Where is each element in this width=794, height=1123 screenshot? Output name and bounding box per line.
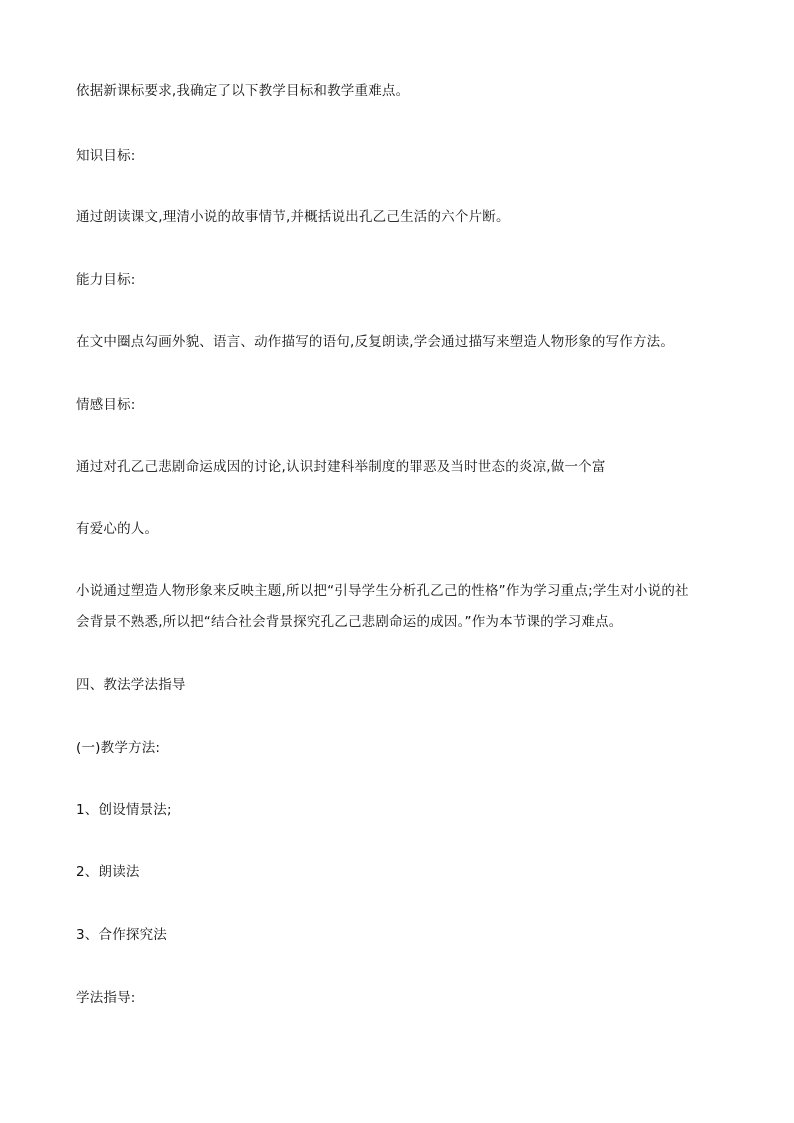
emotion-goal-text-line-2: 有爱心的人。 [76,521,159,537]
ability-goal-heading: 能力目标: [76,272,136,288]
method-item-1: 1、创设情景法; [76,802,172,818]
key-points-line-1: 小说通过塑造人物形象来反映主题,所以把“引导学生分析孔乙己的性格”作为学习重点;学生对小说的社 [76,583,689,599]
emotion-goal-text-line-1: 通过对孔乙己悲剧命运成因的讨论,认识封建科举制度的罪恶及当时世态的炎凉,做一个富 [76,459,606,475]
key-points-line-2: 会背景不熟悉,所以把“结合社会背景探究孔乙己悲剧命运的成因。”作为本节课的学习难点。 [76,614,623,630]
emotion-goal-heading: 情感目标: [76,397,136,413]
intro-paragraph: 依据新课标要求,我确定了以下教学目标和教学重难点。 [76,83,410,99]
method-item-3: 3、合作探究法 [76,927,167,943]
knowledge-goal-text: 通过朗读课文,理清小说的故事情节,并概括说出孔乙己生活的六个片断。 [76,209,510,225]
knowledge-goal-heading: 知识目标: [76,148,136,164]
ability-goal-text: 在文中圈点勾画外貌、语言、动作描写的语句,反复朗读,学会通过描写来塑造人物形象的写作方法。 [76,334,675,350]
teaching-methods-heading: (一)教学方法: [76,740,161,756]
section-heading-methods: 四、教法学法指导 [76,677,186,693]
learning-guidance-heading: 学法指导: [76,990,136,1006]
method-item-2: 2、朗读法 [76,864,140,880]
